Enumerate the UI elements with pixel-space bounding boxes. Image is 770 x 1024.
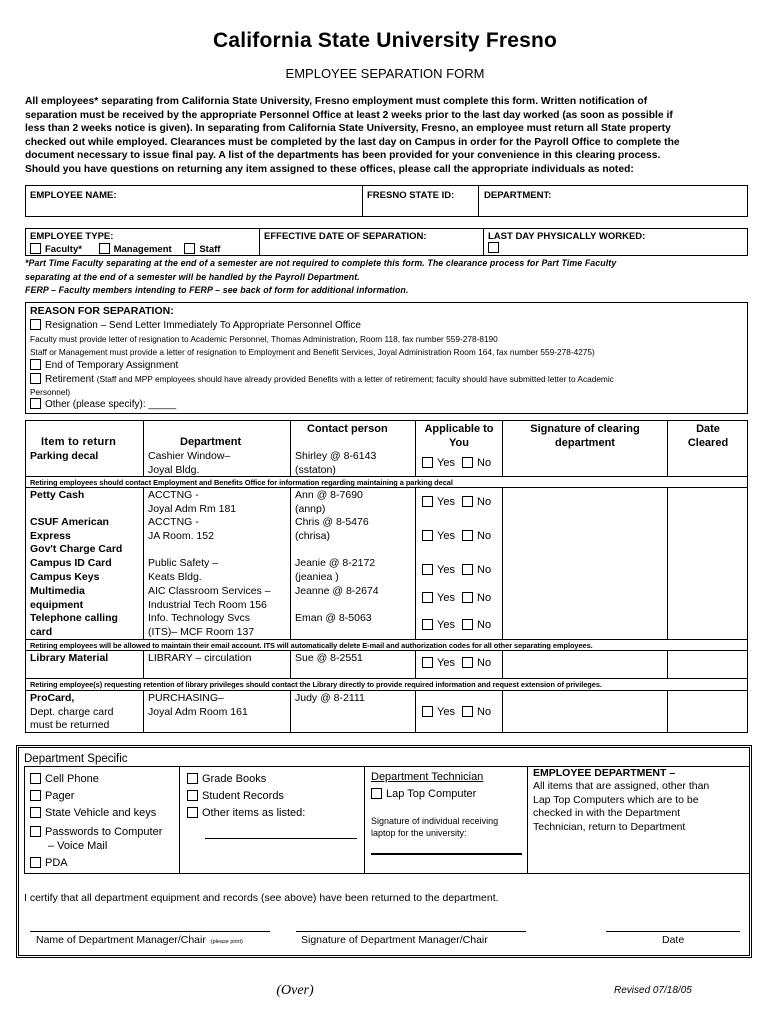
yes-label: Yes: [437, 457, 455, 469]
item-text: Library Material: [30, 652, 109, 664]
last-day-checkbox[interactable]: [488, 242, 499, 253]
form-title: EMPLOYEE SEPARATION FORM: [285, 66, 485, 81]
no-checkbox[interactable]: [462, 457, 473, 468]
header-signature-line: Signature of clearing: [530, 423, 640, 435]
laptop-label: Lap Top Computer: [386, 788, 477, 800]
part-time-footnote: [25, 257, 616, 298]
effective-date-field[interactable]: EFFECTIVE DATE OF SEPARATION:: [264, 231, 427, 242]
other-items-line[interactable]: [205, 838, 357, 839]
other-checkbox[interactable]: [30, 398, 41, 409]
dept-procard: [148, 692, 248, 719]
item-text: Dept. charge card: [30, 705, 114, 718]
fresno-state-id-field[interactable]: FRESNO STATE ID:: [367, 190, 455, 201]
over-label: (Over): [276, 983, 314, 998]
applicable-procard: [422, 706, 491, 720]
dept-text: AIC Classroom Services –: [148, 585, 271, 597]
employee-type-label: EMPLOYEE TYPE:: [30, 231, 114, 242]
management-checkbox[interactable]: [99, 243, 110, 254]
contact-text: Chris @ 8-5476: [295, 516, 369, 528]
item-text: card: [30, 625, 53, 638]
faculty-checkbox[interactable]: [30, 243, 41, 254]
contact-text: (jeaniea ): [295, 570, 339, 583]
employee-name-field[interactable]: EMPLOYEE NAME:: [30, 190, 117, 201]
contact-text: (chrisa): [295, 529, 331, 542]
intro-line: checked out while employed. Clearances must be completed by the last day on Campus in order for the Payroll Office to complete the: [25, 136, 680, 148]
laptop-signature-line[interactable]: [371, 853, 522, 855]
intro-line: separation must be received by the appropriate Personnel Office at least 2 weeks prior to the last day worked (as soon as possible if: [25, 109, 673, 121]
department-field[interactable]: DEPARTMENT:: [484, 190, 552, 201]
date-line[interactable]: [606, 931, 740, 932]
item-procard: [30, 692, 113, 733]
contact-text: (annp): [295, 502, 326, 515]
employee-department-text: [533, 780, 709, 834]
emp-dept-line: Technician, return to Department: [533, 820, 686, 833]
retirement-checkbox[interactable]: [30, 373, 41, 384]
employee-department-title: EMPLOYEE DEPARTMENT –: [533, 767, 676, 779]
contact-text: Shirley @ 8-6143: [295, 450, 377, 462]
dept-text: ACCTNG -: [148, 516, 199, 528]
dept-text: Joyal Adm Room 161: [148, 705, 248, 718]
dept-text: ACCTNG -: [148, 489, 199, 501]
sig-receive-line: laptop for the university:: [371, 828, 467, 838]
passwords-checkbox[interactable]: [30, 826, 41, 837]
applicable-telephone: [422, 619, 491, 633]
parking-note: Retiring employees should contact Employment and Benefits Office for information regarding maintaining a parking decal: [30, 478, 453, 487]
no-label: No: [477, 564, 492, 576]
dept-text: Industrial Tech Room 156: [148, 598, 267, 611]
item-multimedia: [30, 585, 85, 612]
item-text: Campus ID Card: [30, 557, 112, 569]
staff-resignation-note: Staff or Management must provide a letter of resignation to Employment and Benefit Services, Joyal Administration Room 164, fax number 559-278-4275): [30, 347, 595, 357]
emp-dept-line: All items that are assigned, other than: [533, 780, 710, 792]
sig-receive-line: Signature of individual receiving: [371, 816, 499, 826]
emp-dept-line: Lap Top Computers which are to be: [533, 793, 699, 806]
no-checkbox[interactable]: [462, 530, 473, 541]
header-applicable-line: Applicable to: [424, 423, 494, 435]
contact-library: [295, 652, 363, 666]
no-checkbox[interactable]: [462, 619, 473, 630]
item-campus-id: [30, 557, 112, 584]
revised-date: Revised 07/18/05: [614, 985, 692, 996]
state-vehicle-checkbox[interactable]: [30, 807, 41, 818]
dept-text: JA Room. 152: [148, 529, 214, 542]
no-label: No: [477, 657, 492, 669]
laptop-checkbox[interactable]: [371, 788, 382, 799]
item-petty-cash: [30, 489, 84, 503]
item-text: Telephone calling: [30, 612, 118, 624]
intro-paragraph: [25, 95, 750, 177]
dept-library: [148, 652, 252, 666]
header-department: Department: [180, 436, 242, 448]
dept-multimedia: [148, 585, 271, 612]
grade-books-label: Grade Books: [202, 773, 267, 785]
header-applicable: [416, 423, 502, 450]
dept-text: PURCHASING–: [148, 692, 224, 704]
dept-campus-id: [148, 557, 218, 584]
state-vehicle-label: State Vehicle and keys: [45, 807, 157, 819]
yes-checkbox[interactable]: [422, 564, 433, 575]
contact-text: (sstaton): [295, 463, 336, 476]
other-items-checkbox[interactable]: [187, 807, 198, 818]
footnote-line: *Part Time Faculty separating at the end of a semester are not required to complete this form. The clearance process for Part Time Faculty: [25, 258, 617, 268]
yes-label: Yes: [437, 530, 455, 542]
other-items-label: Other items as listed:: [202, 807, 306, 819]
department-specific-title: Department Specific: [24, 753, 128, 765]
applicable-campus-id: [422, 564, 491, 578]
manager-signature-label: Signature of Department Manager/Chair: [301, 934, 488, 946]
student-records-label: Student Records: [202, 790, 284, 802]
emp-dept-line: checked in with the Department: [533, 807, 681, 819]
dept-text: Info. Technology Svcs: [148, 612, 250, 624]
item-text: must be returned: [30, 719, 110, 731]
item-text: Express: [30, 529, 71, 542]
pda-checkbox[interactable]: [30, 857, 41, 868]
header-item: Item to return: [41, 436, 117, 448]
header-contact: Contact person: [307, 423, 388, 435]
pager-label: Pager: [45, 790, 75, 802]
dept-parking: [148, 450, 230, 477]
applicable-multimedia: [422, 592, 491, 606]
faculty-label: Faculty*: [45, 244, 82, 255]
header-signature: [503, 423, 667, 450]
grade-books-checkbox[interactable]: [187, 773, 198, 784]
library-note: Retiring employee(s) requesting retention of library privileges should contact the Library directly to provide required information and request extension of privileges.: [30, 680, 602, 689]
yes-checkbox[interactable]: [422, 496, 433, 507]
its-note: Retiring employees will be allowed to maintain their email account. ITS will automatically delete E-mail and authorization codes for all other separating employees.: [30, 641, 593, 650]
manager-name-line[interactable]: [30, 931, 270, 932]
item-text: Multimedia: [30, 585, 85, 597]
item-text: Campus Keys: [30, 570, 100, 583]
no-label: No: [477, 706, 492, 718]
footnote-line: separating at the end of a semester will be handled by the Payroll Department.: [25, 271, 360, 282]
dept-petty-cash: [148, 489, 236, 516]
yes-checkbox[interactable]: [422, 657, 433, 668]
yes-checkbox[interactable]: [422, 706, 433, 717]
manager-signature-line[interactable]: [296, 931, 526, 932]
item-text: CSUF American: [30, 516, 109, 528]
yes-checkbox[interactable]: [422, 592, 433, 603]
management-label: Management: [113, 244, 172, 255]
item-text: Gov't Charge Card: [30, 543, 123, 555]
item-amex: [30, 516, 122, 557]
staff-label: Staff: [199, 244, 221, 255]
applicable-library: [422, 657, 491, 671]
dept-text: LIBRARY – circulation: [148, 652, 252, 664]
contact-text: Jeanie @ 8-2172: [295, 557, 376, 569]
other-label[interactable]: Other (please specify): _____: [45, 399, 177, 410]
item-text: Parking decal: [30, 450, 99, 462]
retirement-label: Retirement: [45, 374, 94, 385]
yes-label: Yes: [437, 564, 455, 576]
footnote-line: FERP – Faculty members intending to FERP – see back of form for additional information.: [25, 285, 409, 295]
contact-text: Sue @ 8-2551: [295, 652, 363, 664]
voice-mail-label: – Voice Mail: [48, 840, 108, 852]
item-text: equipment: [30, 598, 84, 611]
no-label: No: [477, 592, 492, 604]
temp-assignment-label: End of Temporary Assignment: [45, 360, 179, 371]
item-library: [30, 652, 108, 666]
contact-petty-cash: [295, 489, 363, 516]
yes-checkbox[interactable]: [422, 619, 433, 630]
contact-text: Jeanne @ 8-2674: [295, 585, 379, 597]
intro-line: less than 2 weeks notice is given). In separating from California State University, Fresno, an employee must return all State property: [25, 123, 671, 135]
header-date-line: Cleared: [687, 436, 729, 449]
temp-assignment-checkbox[interactable]: [30, 359, 41, 370]
certify-statement: I certify that all department equipment and records (see above) have been returned to the department.: [24, 892, 499, 904]
dept-text: (ITS)– MCF Room 137: [148, 625, 255, 638]
contact-campus-id: [295, 557, 375, 584]
intro-line: Should you have questions on returning any item assigned to these offices, please call the appropriate individuals as noted:: [25, 163, 634, 175]
last-day-field[interactable]: LAST DAY PHYSICALLY WORKED:: [488, 231, 646, 242]
applicable-amex: [422, 530, 491, 544]
applicable-petty-cash: [422, 496, 491, 510]
manager-name-label: Name of Department Manager/Chair: [36, 934, 206, 946]
no-checkbox[interactable]: [462, 564, 473, 575]
item-text: Petty Cash: [30, 489, 85, 501]
student-records-checkbox[interactable]: [187, 790, 198, 801]
cell-phone-label: Cell Phone: [45, 773, 99, 785]
passwords-label: Passwords to Computer: [45, 826, 163, 838]
dept-text: Joyal Bldg.: [148, 463, 200, 476]
pda-label: PDA: [45, 857, 68, 869]
header-date: [668, 423, 748, 450]
no-checkbox[interactable]: [462, 706, 473, 717]
yes-label: Yes: [437, 592, 455, 604]
resignation-checkbox[interactable]: [30, 319, 41, 330]
retirement-note-cont: Personnel): [30, 387, 71, 397]
department-technician-title: Department Technician: [371, 771, 484, 783]
contact-parking: [295, 450, 376, 477]
no-label: No: [477, 457, 492, 469]
no-label: No: [477, 619, 492, 631]
contact-telephone: [295, 612, 372, 626]
cell-phone-checkbox[interactable]: [30, 773, 41, 784]
dept-text: Cashier Window–: [148, 450, 231, 462]
reason-heading: REASON FOR SEPARATION:: [30, 305, 174, 317]
resignation-label: Resignation – Send Letter Immediately To Appropriate Personnel Office: [45, 320, 361, 331]
no-label: No: [477, 496, 492, 508]
date-label: Date: [662, 934, 685, 946]
dept-text: Keats Bldg.: [148, 570, 202, 583]
intro-line: document necessary to issue final pay. A list of the departments has been provided for your convenience in this clearing process.: [25, 150, 661, 162]
yes-label: Yes: [437, 657, 455, 669]
retirement-note: (Staff and MPP employees should have already provided Benefits with a letter of retirement; faculty should have submitted letter to Academic: [96, 374, 614, 384]
item-parking: [30, 450, 98, 464]
dept-telephone: [148, 612, 254, 639]
item-telephone: [30, 612, 118, 639]
yes-checkbox[interactable]: [422, 530, 433, 541]
yes-checkbox[interactable]: [422, 457, 433, 468]
no-checkbox[interactable]: [462, 496, 473, 507]
contact-procard: [295, 692, 365, 706]
yes-label: Yes: [437, 496, 455, 508]
intro-line: All employees* separating from California State University, Fresno employment must complete this form. Written notification of: [25, 96, 648, 107]
faculty-resignation-note: Faculty must provide letter of resignation to Academic Personnel, Thomas Administration, Room 118, fax number 559-278-8190: [30, 334, 498, 344]
applicable-parking: [422, 457, 491, 471]
sig-receive-label: [371, 815, 498, 839]
header-date-line: Date: [696, 423, 720, 435]
pager-checkbox[interactable]: [30, 790, 41, 801]
item-text: ProCard,: [30, 692, 75, 704]
dept-text: Joyal Adm Rm 181: [148, 502, 237, 515]
header-applicable-line: You: [449, 436, 469, 449]
dept-amex: [148, 516, 214, 543]
please-print-label: (please print): [210, 939, 243, 945]
university-title: California State University Fresno: [212, 29, 558, 52]
contact-amex: [295, 516, 369, 543]
contact-text: Judy @ 8-2111: [295, 692, 365, 704]
header-signature-line: department: [555, 436, 615, 449]
staff-checkbox[interactable]: [184, 243, 195, 254]
no-checkbox[interactable]: [462, 592, 473, 603]
contact-text: Eman @ 8-5063: [295, 612, 372, 624]
yes-label: Yes: [437, 706, 455, 718]
yes-label: Yes: [437, 619, 455, 631]
no-checkbox[interactable]: [462, 657, 473, 668]
contact-text: Ann @ 8-7690: [295, 489, 363, 501]
dept-text: Public Safety –: [148, 557, 219, 569]
no-label: No: [477, 530, 492, 542]
contact-multimedia: [295, 585, 379, 599]
